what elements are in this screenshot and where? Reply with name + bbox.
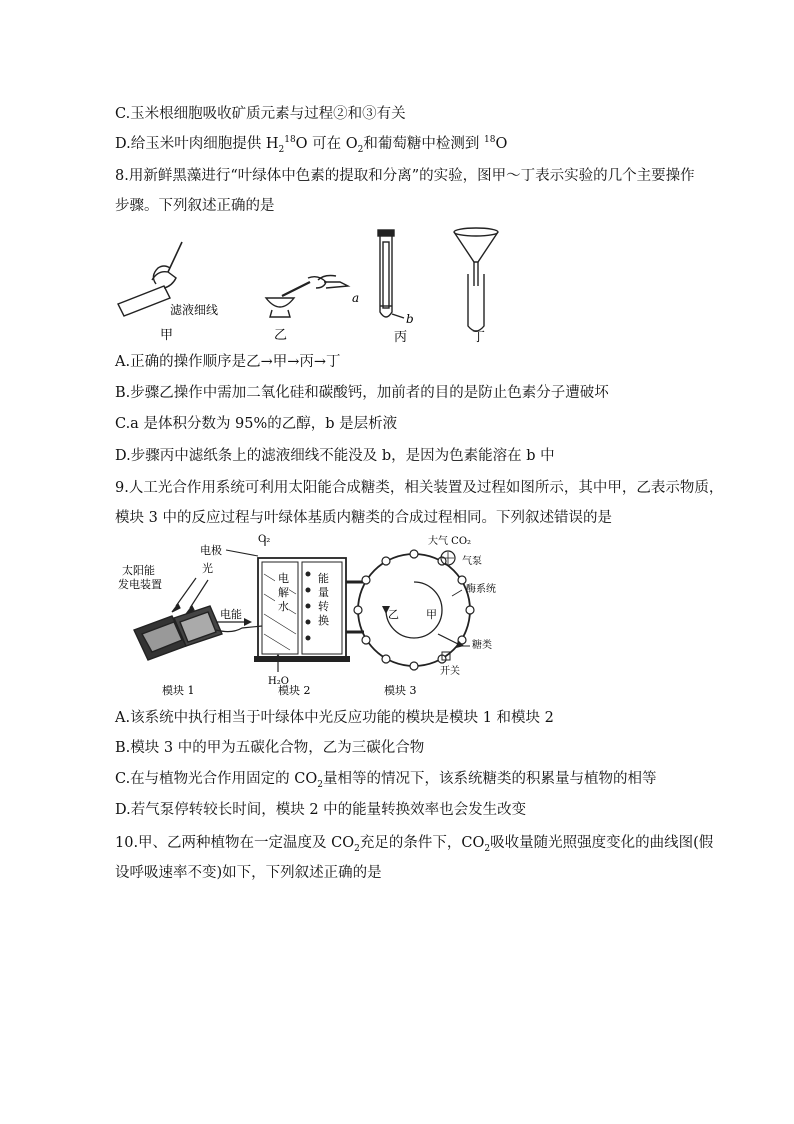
q8-option-c: C.a 是体积分数为 95%的乙醇，b 是层析液 — [115, 416, 398, 432]
label-b: b — [406, 312, 414, 326]
electrolysis-char-1: 电 — [278, 572, 289, 585]
q8-option-a: A.正确的操作顺序是乙→甲→丙→丁 — [115, 354, 341, 370]
step-yi-mortar-illustration — [266, 276, 348, 318]
q9-stem-line-2: 模块 3 中的反应过程与叶绿体基质内糖类的合成过程相同。下列叙述错误的是 — [115, 510, 612, 526]
solar-label-2: 发电装置 — [118, 578, 162, 591]
air-co2-label: 大气 CO₂ — [428, 536, 472, 547]
cycle-yi-label: 乙 — [388, 608, 399, 621]
electrolysis-char-2: 解 — [278, 586, 289, 599]
module-3-label: 模块 3 — [384, 684, 417, 697]
q8-figure — [112, 222, 532, 348]
bing-label: 丙 — [394, 330, 408, 345]
step-bing-test-tube-illustration — [378, 230, 404, 318]
electrode-label: 电极 — [200, 544, 222, 557]
q10-stem-line-2: 设呼吸速率不变)如下，下列叙述正确的是 — [115, 865, 382, 881]
q9-figure — [112, 534, 712, 700]
energy-char-4: 换 — [318, 614, 329, 627]
ding-label: 丁 — [472, 330, 486, 345]
step-ding-funnel-illustration — [454, 228, 498, 331]
enzyme-label: 酶系统 — [466, 584, 496, 595]
q8-stem-line-2: 步骤。下列叙述正确的是 — [115, 198, 275, 214]
q9-option-a: A.该系统中执行相当于叶绿体中光反应功能的模块是模块 1 和模块 2 — [115, 710, 554, 726]
electrolysis-char-3: 水 — [278, 600, 289, 613]
q9-option-b: B.模块 3 中的甲为五碳化合物，乙为三碳化合物 — [115, 740, 425, 756]
o2-label: O₂ — [258, 534, 271, 545]
jia-filtrate-line-label: 滤液细线 — [170, 303, 219, 317]
q9-option-c: C.在与植物光合作用固定的 $CO_2$量相等的情况下，该系统糖类的积累量与植物的相等 — [115, 771, 657, 790]
q10-stem-line-1: 10.甲、乙两种植物在一定温度及 $CO_2$充足的条件下，$CO_2$吸收量随光照强度变化的曲线图(假 — [115, 835, 714, 854]
wire — [216, 626, 262, 632]
q8-option-d: D.步骤丙中滤纸条上的滤液细线不能没及 b，是因为色素能溶在 b 中 — [115, 448, 555, 464]
light-label: 光 — [202, 562, 213, 575]
cycle-jia-label: 甲 — [426, 608, 437, 621]
q8-option-b: B.步骤乙操作中需加二氧化硅和碳酸钙，加前者的目的是防止色素分子遭破坏 — [115, 385, 609, 401]
switch-label: 开关 — [440, 666, 460, 677]
yi-label: 乙 — [274, 328, 288, 343]
q8-stem-line-1: 8.用新鲜黑藻进行“叶绿体中色素的提取和分离”的实验，图甲～丁表示实验的几个主要操作 — [115, 168, 695, 184]
energy-char-1: 能 — [318, 572, 329, 585]
solar-panels-illustration — [134, 606, 222, 660]
solar-label-1: 太阳能 — [122, 564, 155, 577]
h2o-label: H₂O — [268, 676, 289, 687]
pump-label: 气泵 — [462, 556, 482, 567]
sugar-label: 糖类 — [472, 640, 492, 651]
q9-stem-line-1: 9.人工光合作用系统可利用太阳能合成糖类，相关装置及过程如图所示，其中甲，乙表示物质， — [115, 480, 724, 496]
module-3-ring — [358, 554, 470, 666]
q9-option-d: D.若气泵停转较长时间，模块 2 中的能量转换效率也会发生改变 — [115, 802, 527, 818]
q7-option-c: C.玉米根细胞吸收矿质元素与过程②和③有关 — [115, 106, 406, 122]
q7-option-d: D.给玉米叶肉细胞提供 $H_2^{18}O$ 可在 $O_2$和葡萄糖中检测到 $^{18}$O — [115, 135, 508, 155]
module-2-label: 模块 2 — [278, 684, 311, 697]
energy-char-2: 量 — [318, 586, 329, 599]
energy-char-3: 转 — [318, 600, 329, 613]
label-a: a — [352, 291, 360, 305]
jia-label: 甲 — [160, 328, 174, 343]
module-1-label: 模块 1 — [162, 684, 195, 697]
electricity-label: 电能 — [220, 608, 242, 621]
module-3-beads — [354, 550, 474, 670]
